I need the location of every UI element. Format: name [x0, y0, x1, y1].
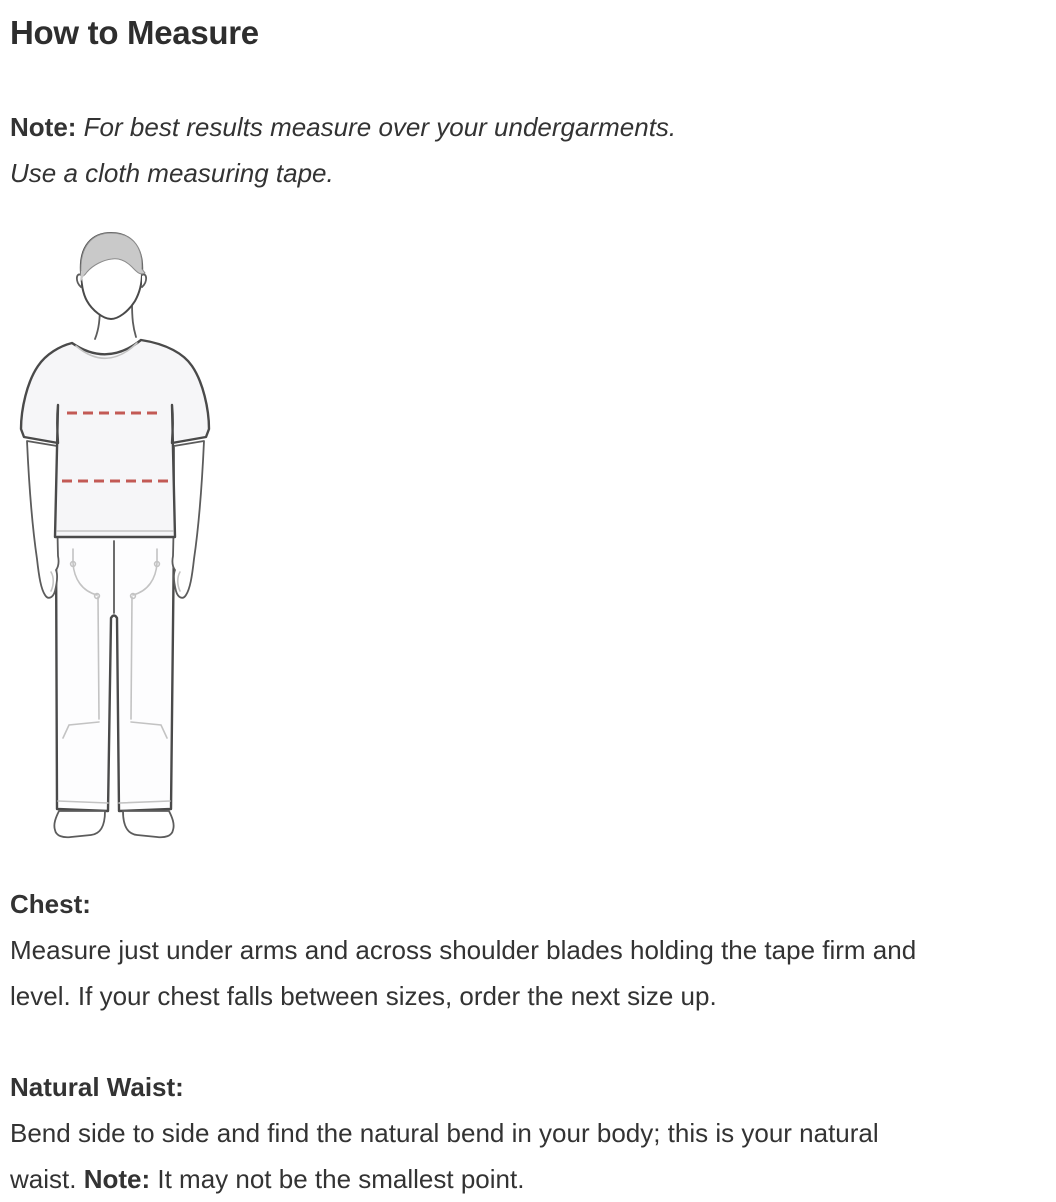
waist-line2-suffix: It may not be the smallest point. — [157, 1164, 525, 1195]
waist-text-line-2 — [10, 1156, 1044, 1202]
natural-waist-heading: Natural Waist: — [10, 1072, 184, 1103]
waist-text-line-1: Bend side to side and find the natural bend in your body; this is your natural — [10, 1118, 879, 1149]
head — [77, 233, 146, 319]
chest-section — [10, 881, 1044, 1019]
natural-waist-section — [10, 1064, 1044, 1202]
measuring-note — [10, 104, 1044, 196]
page-title: How to Measure — [10, 14, 259, 51]
chest-heading: Chest: — [10, 888, 91, 919]
chest-text-line-1: Measure just under arms and across shoulder blades holding the tape firm and — [10, 934, 917, 965]
note-line-1 — [10, 104, 1044, 150]
waist-note-label: Note: — [83, 1164, 151, 1195]
note-text-1: For best results measure over your undergarments. — [83, 111, 677, 142]
waist-line2-prefix: waist. — [10, 1164, 77, 1195]
note-text-2: Use a cloth measuring tape. — [10, 157, 334, 188]
chest-text-line-2: level. If your chest falls between sizes, order the next size up. — [10, 981, 717, 1011]
note-label: Note: — [10, 111, 77, 142]
body-outline-illustration — [15, 225, 217, 847]
measurement-figure — [15, 225, 217, 847]
feet — [54, 811, 173, 837]
pants — [56, 535, 174, 811]
